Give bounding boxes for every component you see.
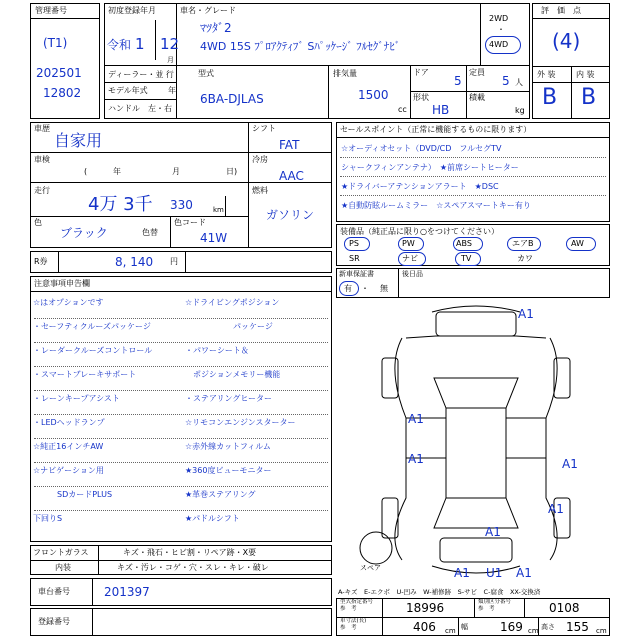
shape-value: HB [432,103,450,117]
equip-tv: TV [461,254,472,263]
ac-label: 冷房 [252,155,268,164]
sales-line: シャークフィンアンテナ） ★前席シートヒーター [341,163,519,172]
inspection-day: 日) [226,167,238,176]
length-value: 406 [413,620,436,634]
note-right: ★360度ビューモニター [185,466,272,475]
shift-label: シフト [252,124,276,133]
note-right: ☆リモコンエンジンスターター [185,418,296,427]
chassis-box [30,578,332,606]
sales-line: ★ドライバーアテンションアラート ★DSC [341,182,499,191]
mgmt-label: 管理番号 [35,6,67,15]
note-right: ☆ドライビングポジション [185,298,280,307]
note-left: ☆ナビゲーション用 [33,466,104,475]
type-number-value: 18996 [406,601,445,615]
drive-4wd: 4WD [489,40,509,49]
front-fender-outline [406,336,546,338]
chassis-value: 201397 [104,585,150,599]
load-label: 積載 [469,93,485,102]
mgmt-code: (T1) [43,36,68,50]
damage-mark: A1 [454,566,470,580]
height-label: 高さ [541,623,555,631]
damage-mark: A1 [562,457,578,471]
notes-title: 注意事項申告欄 [34,279,90,288]
note-right: ★パドルシフト [185,514,240,523]
note-left: ・レーンキープアシスト [33,394,120,403]
usage-value: 自家用 [54,131,103,150]
type-value: 6BA-DJLAS [200,92,264,106]
sales-line: ☆オーディオセット（DVD/CD フルセグTV [341,144,502,153]
notes-box [30,276,332,542]
equipment-title: 装備品（純正品に限り○をつけてください） [340,227,499,236]
note-left: ☆純正16インチAW [33,442,104,451]
damage-mark: A1 [516,566,532,580]
note-right: ・ステアリングヒーター [185,394,273,403]
capacity-unit: 人 [515,78,523,87]
reg-number-label: 登録番号 [38,617,70,626]
front-bumper-outline [432,306,520,312]
score-value: (4) [552,29,581,53]
displacement-label: 排気量 [333,69,357,78]
class-number-value: 0108 [549,601,580,615]
capacity-value: 5 [502,74,510,88]
note-left: 下回りS [33,514,63,523]
note-right: ・パワーシート＆ [185,346,249,355]
trunk-outline [440,538,512,562]
equip-leather: カワ [517,254,533,263]
length-unit: cm [445,627,456,635]
width-unit: cm [528,627,539,635]
height-value: 155 [566,620,589,634]
interior-label: 内 装 [576,70,595,79]
left-side-outline [395,338,406,560]
front-glass-value: キズ・飛石・ヒビ割・リペア跡・X要 [123,548,257,557]
inspection-year: 年 [113,167,121,176]
front-glass-label: フロントガラス [33,548,89,557]
right-side-outline [546,338,557,560]
height-unit: cm [596,627,607,635]
model-year-label: モデル年式 [108,86,148,95]
exterior-label: 外 装 [537,70,556,79]
note-left: ・スマートブレーキサポート [33,370,137,379]
doors-label: ドア [413,68,429,77]
width-label: 幅 [461,623,468,631]
inspection-label: 車検 [34,155,50,164]
damage-mark: A1 [548,502,564,516]
width-value: 169 [500,620,523,634]
car-diagram [336,298,610,584]
reg-year: 1 [135,35,145,53]
model-line2: 4WD 15S ﾌﾟﾛｱｸﾃｨﾌﾞ Sﾊﾟｯｹｰｼﾞ ﾌﾙｾｸﾞﾅﾋﾞ [200,40,401,53]
roof-outline [446,408,506,498]
drive-2wd: 2WD [489,14,509,23]
mgmt-number1: 202501 [36,66,82,80]
damage-mark: U1 [486,566,503,580]
model-line1: ﾏﾂﾀﾞ2 [200,21,232,35]
spare-label: スペア [360,564,381,572]
length-label: 車寸法(長) 参 考 [340,618,367,631]
type-number-label: 型式指定番号 参 考 [340,599,374,612]
reg-era: 令和 [107,38,132,52]
certificate-no: 無 [380,284,388,293]
capacity-label: 定員 [469,68,485,77]
model-year-unit: 年 [168,86,176,95]
rear-window-outline [434,498,518,528]
doors-value: 5 [454,74,462,88]
note-right: ★革巻ステアリング [185,490,256,499]
drive-dot: ・ [497,25,505,34]
shift-value: FAT [279,138,300,152]
damage-mark: A1 [518,307,534,321]
mileage-unit: km [213,206,224,214]
first-reg-label: 初度登録年月 [108,6,156,15]
ac-value: AAC [279,169,304,183]
certificate-label: 新車保証書 [339,270,374,278]
inspection-paren: ( [84,167,88,176]
reg-number-box [30,608,332,636]
mileage-label: 走行 [34,186,50,195]
equip-navi: ナビ [402,254,418,263]
model-label: 車名・グレード [180,6,236,15]
note-left: ・レーダークルーズコントロール [33,346,153,355]
damage-mark: A1 [485,525,501,539]
dealer-label: ディーラー・並 行 [108,70,174,79]
fuel-value: ガソリン [266,208,315,222]
color-label: 色 [34,218,42,227]
recycle-label: R券 [34,257,48,266]
color-code-label: 色コード [174,218,206,227]
note-left: ・セーフティクルーズパッケージ [33,322,151,331]
recycle-unit: 円 [170,257,178,266]
recycle-value: 8, 140 [115,255,154,269]
equip-aw: AW [571,239,584,248]
handle-label: ハンドル 左・右 [108,104,172,113]
equip-airbag: エアB [512,239,534,248]
shape-label: 形状 [413,93,429,102]
usage-label: 車歴 [34,124,50,133]
recycle-box [30,251,332,273]
legend: A-キズ E-エクボ U-凹み W-補修跡 S-サビ C-腐食 XX-交換済 [338,588,541,596]
damage-mark: A1 [408,412,424,426]
fuel-label: 燃料 [252,186,268,195]
type-label: 型式 [198,69,214,78]
mgmt-number2: 12802 [43,86,82,100]
certificate-box [336,268,610,298]
certificate-yes: 有 [344,284,352,293]
note-right: ☆赤外線カットフィルム [185,442,271,451]
sales-title: セールスポイント（正常に機能するものに限ります） [340,125,532,134]
displacement-value: 1500 [358,88,389,102]
color-value: ブラック [60,226,108,240]
load-unit: kg [515,106,525,115]
exterior-grade: B [542,85,558,110]
note-right: パッケージ [185,322,273,331]
certificate-sep: ・ [361,284,369,293]
reg-month-unit: 月 [167,56,174,64]
inspection-month: 月 [172,167,180,176]
hood-outline [436,312,516,336]
color-change-label: 色替 [142,228,158,237]
reg-month: 12 [160,35,180,53]
equip-ps: PS [349,239,359,248]
mgmt-box [30,3,100,119]
score-label: 評 価 点 [541,6,581,15]
equip-pw: PW [402,239,415,248]
class-number-label: 類別区分番号 参 考 [478,599,512,612]
color-code-value: 41W [200,231,228,245]
sales-line: ★自動防眩ルームミラー ☆スペアスマートキー有り [341,201,531,210]
interior-grade: B [581,85,597,110]
mileage-value: 4万 3千 [88,194,153,215]
note-left: ☆はオプションです [33,298,104,307]
interior-damage-label: 内装 [55,563,71,572]
note-right: ポジションメモリー機能 [185,370,281,379]
equip-abs: ABS [456,239,472,248]
equip-sr: SR [349,254,360,263]
displacement-unit: cc [398,105,407,114]
note-left: SDカードPLUS [33,490,113,499]
windshield-outline [434,378,518,408]
damage-mark: A1 [408,452,424,466]
spare-tire [360,532,392,564]
mileage-sub: 330 [170,198,193,212]
note-left: ・LEDヘッドランプ [33,418,105,427]
post-label: 後日品 [402,270,423,278]
chassis-label: 車台番号 [38,587,70,596]
interior-damage-value: キズ・汚レ・コゲ・穴・スレ・キレ・破レ [117,563,269,572]
rear-bumper-outline [432,566,520,573]
